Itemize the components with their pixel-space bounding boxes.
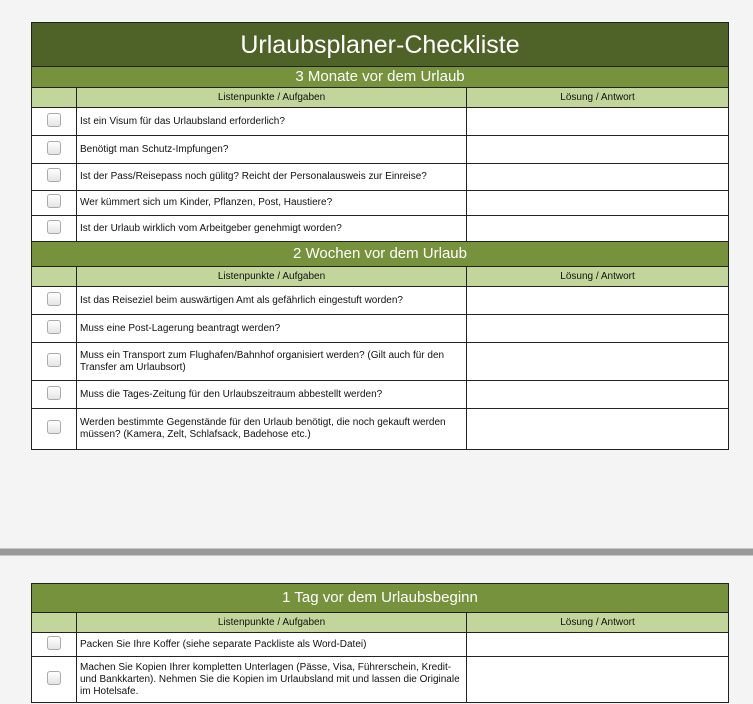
task-text: Ist der Pass/Reisepass noch gülitg? Reicht der Personalausweis zur Einreise? — [77, 164, 467, 191]
column-header-answer: Lösung / Antwort — [467, 88, 729, 108]
table-row — [32, 287, 729, 315]
answer-field[interactable] — [467, 315, 729, 343]
checkbox[interactable] — [47, 113, 61, 127]
table-row — [32, 191, 729, 216]
table-row — [32, 633, 729, 657]
section-heading: 1 Tag vor dem Urlaubsbeginn — [32, 584, 729, 613]
answer-field[interactable] — [467, 287, 729, 315]
table-row — [32, 381, 729, 409]
checkbox[interactable] — [47, 220, 61, 234]
answer-field[interactable] — [467, 381, 729, 409]
table-row — [32, 343, 729, 381]
checkbox[interactable] — [47, 168, 61, 182]
checkbox[interactable] — [47, 353, 61, 367]
column-header-answer: Lösung / Antwort — [467, 613, 729, 633]
table-row — [32, 164, 729, 191]
task-text: Ist der Urlaub wirklich vom Arbeitgeber genehmigt worden? — [77, 216, 467, 242]
checkbox[interactable] — [47, 141, 61, 155]
checkbox[interactable] — [47, 292, 61, 306]
checkbox[interactable] — [47, 194, 61, 208]
task-text: Muss die Tages-Zeitung für den Urlaubszeitraum abbestellt werden? — [77, 381, 467, 409]
answer-field[interactable] — [467, 136, 729, 164]
task-text: Muss eine Post-Lagerung beantragt werden? — [77, 315, 467, 343]
section-heading: 2 Wochen vor dem Urlaub — [32, 242, 729, 267]
column-header-task: Listenpunkte / Aufgaben — [77, 88, 467, 108]
section-heading: 3 Monate vor dem Urlaub — [32, 67, 729, 88]
task-text: Muss ein Transport zum Flughafen/Bahnhof organisiert werden? (Gilt auch für den Transfer am Urlaubsort) — [77, 343, 467, 381]
checkbox[interactable] — [47, 671, 61, 685]
answer-field[interactable] — [467, 216, 729, 242]
checklist-table-page1 — [31, 22, 729, 450]
checkbox[interactable] — [47, 636, 61, 650]
table-row — [32, 315, 729, 343]
checkbox[interactable] — [47, 420, 61, 434]
answer-field[interactable] — [467, 108, 729, 136]
answer-field[interactable] — [467, 164, 729, 191]
page-title: Urlaubsplaner-Checkliste — [32, 23, 729, 67]
task-text: Ist das Reiseziel beim auswärtigen Amt als gefährlich eingestuft worden? — [77, 287, 467, 315]
checkbox[interactable] — [47, 386, 61, 400]
column-header-answer: Lösung / Antwort — [467, 267, 729, 287]
task-text: Packen Sie Ihre Koffer (siehe separate Packliste als Word-Datei) — [77, 633, 467, 657]
answer-field[interactable] — [467, 343, 729, 381]
column-header-task: Listenpunkte / Aufgaben — [77, 267, 467, 287]
answer-field[interactable] — [467, 409, 729, 450]
table-row — [32, 136, 729, 164]
task-text: Ist ein Visum für das Urlaubsland erforderlich? — [77, 108, 467, 136]
task-text: Machen Sie Kopien Ihrer kompletten Unterlagen (Pässe, Visa, Führerschein, Kredit- und Bankkarten). Nehmen Sie die Kopien im Urlaubsland mit und lassen die Originale im Hotelsafe. — [77, 657, 467, 703]
page-separator — [0, 548, 753, 556]
checklist-table-page2 — [31, 583, 729, 703]
column-header-task: Listenpunkte / Aufgaben — [77, 613, 467, 633]
table-row — [32, 409, 729, 450]
answer-field[interactable] — [467, 633, 729, 657]
table-row — [32, 657, 729, 703]
task-text: Wer kümmert sich um Kinder, Pflanzen, Post, Haustiere? — [77, 191, 467, 216]
table-row — [32, 108, 729, 136]
answer-field[interactable] — [467, 657, 729, 703]
checkbox[interactable] — [47, 320, 61, 334]
task-text: Benötigt man Schutz-Impfungen? — [77, 136, 467, 164]
task-text: Werden bestimmte Gegenstände für den Urlaub benötigt, die noch gekauft werden müssen? (Kamera, Zelt, Schlafsack, Badehose etc.) — [77, 409, 467, 450]
answer-field[interactable] — [467, 191, 729, 216]
table-row — [32, 216, 729, 242]
